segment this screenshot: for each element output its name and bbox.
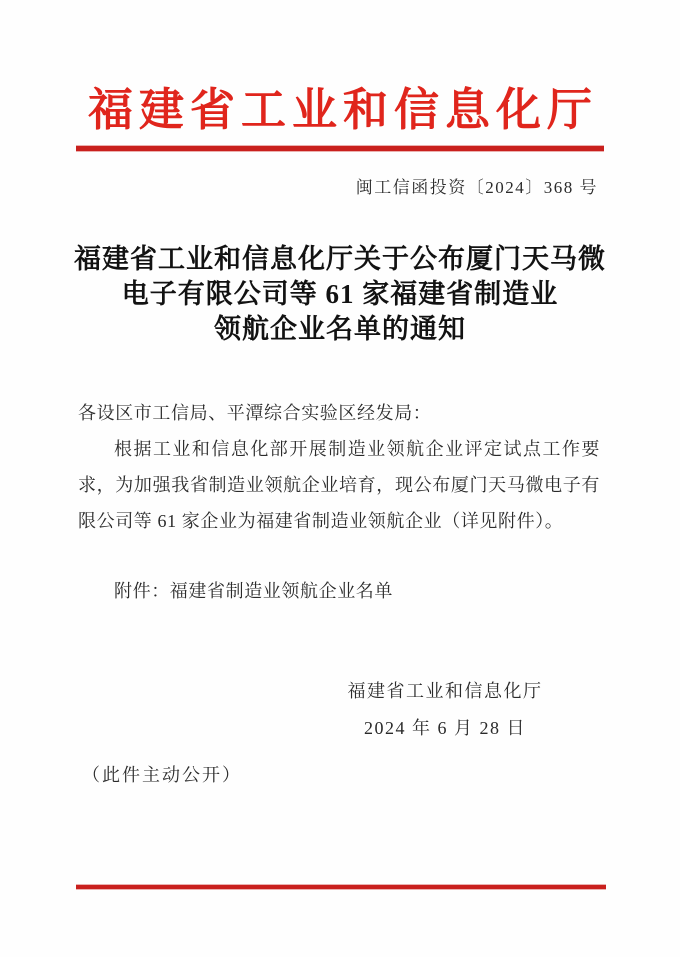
attachment-line: 附件：福建省制造业领航企业名单 bbox=[114, 581, 393, 602]
notice-title-line: 电子有限公司等 61 家福建省制造业 bbox=[121, 279, 559, 310]
agency-letterhead: 福建省工业和信息化厅 bbox=[87, 85, 598, 135]
signature-date: 2024 年 6 月 28 日 bbox=[364, 718, 526, 739]
notice-body bbox=[78, 395, 600, 539]
footer-rule bbox=[76, 885, 606, 889]
letterhead-rule bbox=[76, 146, 604, 151]
signature-agency: 福建省工业和信息化厅 bbox=[347, 681, 543, 702]
salutation: 各设区市工信局、平潭综合实验区经发局： bbox=[78, 403, 432, 424]
notice-title bbox=[0, 242, 680, 347]
notice-title-line: 福建省工业和信息化厅关于公布厦门天马微 bbox=[74, 244, 606, 275]
document-number: 闽工信函投资〔2024〕368 号 bbox=[355, 178, 598, 198]
notice-title-line: 领航企业名单的通知 bbox=[214, 314, 466, 345]
signature-block bbox=[265, 673, 625, 747]
body-paragraph: 根据工业和信息化部开展制造业领航企业评定试点工作要求，为加强我省制造业领航企业培育，现公布厦门天马微电子有限公司等 61 家企业为福建省制造业领航企业（详见附件）。 bbox=[78, 439, 600, 532]
disclosure-note: （此件主动公开） bbox=[82, 765, 242, 786]
